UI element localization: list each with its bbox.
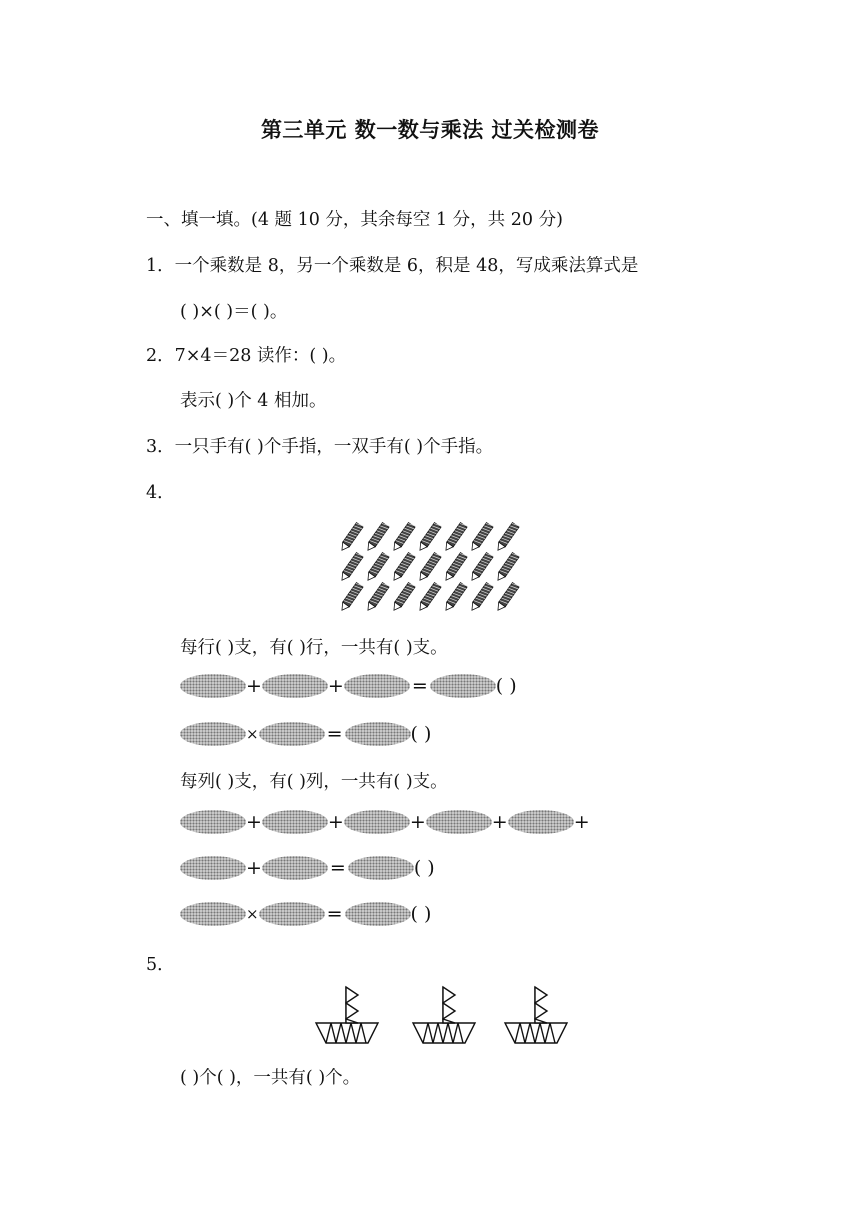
answer-blank-oval[interactable] bbox=[259, 722, 325, 746]
answer-blank-oval[interactable] bbox=[426, 810, 492, 834]
sailboats-picture bbox=[312, 985, 572, 1055]
answer-blank-oval[interactable] bbox=[508, 810, 574, 834]
times-sign: × bbox=[246, 905, 259, 923]
answer-blank-oval[interactable] bbox=[180, 674, 246, 698]
pencil-icon bbox=[495, 582, 520, 613]
answer-blank-oval[interactable] bbox=[344, 674, 410, 698]
pencil-icon bbox=[391, 582, 416, 613]
page-title: 第三单元 数一数与乘法 过关检测卷 bbox=[260, 118, 600, 142]
unit-paren[interactable]: ( ) bbox=[410, 723, 432, 745]
column-addition-equation-line2 bbox=[180, 856, 435, 880]
answer-blank-oval[interactable] bbox=[180, 902, 246, 926]
answer-blank-oval[interactable] bbox=[345, 902, 411, 926]
answer-blank-oval[interactable] bbox=[348, 856, 414, 880]
answer-blank-oval[interactable] bbox=[262, 810, 328, 834]
equals-sign: = bbox=[326, 723, 343, 745]
equals-sign: = bbox=[329, 857, 346, 879]
plus-sign: + bbox=[573, 811, 590, 833]
answer-blank-oval[interactable] bbox=[259, 902, 325, 926]
question-5-answer[interactable]: ( )个( )，一共有( )个。 bbox=[180, 1068, 361, 1088]
question-1-text: 1．一个乘数是 8，另一个乘数是 6，积是 48，写成乘法算式是 bbox=[146, 256, 639, 276]
plus-sign: + bbox=[246, 811, 262, 833]
answer-blank-oval[interactable] bbox=[180, 856, 246, 880]
pencil-icon bbox=[417, 522, 442, 553]
pencil-icon bbox=[495, 522, 520, 553]
sailboat-icon bbox=[413, 987, 475, 1043]
plus-sign: + bbox=[246, 857, 262, 879]
answer-blank-oval[interactable] bbox=[180, 722, 246, 746]
answer-blank-oval[interactable] bbox=[430, 674, 496, 698]
pencil-icon bbox=[443, 522, 468, 553]
unit-paren[interactable]: ( ) bbox=[410, 903, 432, 925]
pencil-icon bbox=[391, 552, 416, 583]
pencil-icon bbox=[365, 582, 390, 613]
plus-sign: + bbox=[327, 675, 344, 697]
row-addition-equation bbox=[180, 674, 517, 698]
question-5-number: 5． bbox=[146, 955, 175, 975]
plus-sign: + bbox=[327, 811, 344, 833]
question-3-text[interactable]: 3．一只手有( )个手指，一双手有( )个手指。 bbox=[146, 437, 494, 457]
pencil-icon bbox=[417, 552, 442, 583]
answer-blank-oval[interactable] bbox=[180, 810, 246, 834]
question-4-number: 4． bbox=[146, 483, 175, 503]
question-4-rows-text[interactable]: 每行( )支，有( )行，一共有( )支。 bbox=[180, 638, 448, 658]
question-2-meaning[interactable]: 表示( )个 4 相加。 bbox=[180, 391, 327, 411]
pencil-icon bbox=[417, 582, 442, 613]
equals-sign: = bbox=[411, 675, 428, 697]
plus-sign: + bbox=[246, 675, 262, 697]
pencil-icon bbox=[469, 582, 494, 613]
pencil-icon bbox=[339, 552, 364, 583]
row-multiplication-equation bbox=[180, 722, 431, 746]
pencil-icon bbox=[365, 552, 390, 583]
pencils-picture bbox=[340, 515, 540, 615]
section-heading: 一、填一填。(4 题 10 分，其余每空 1 分，共 20 分) bbox=[146, 210, 563, 230]
unit-paren[interactable]: ( ) bbox=[495, 675, 517, 697]
pencil-icon bbox=[339, 582, 364, 613]
sailboat-icon bbox=[316, 987, 378, 1043]
pencil-icon bbox=[339, 522, 364, 553]
pencil-icon bbox=[469, 552, 494, 583]
column-multiplication-equation bbox=[180, 902, 431, 926]
answer-blank-oval[interactable] bbox=[345, 722, 411, 746]
question-1-blanks[interactable]: ( )×( )＝( )。 bbox=[180, 302, 288, 322]
answer-blank-oval[interactable] bbox=[262, 674, 328, 698]
pencil-icon bbox=[443, 552, 468, 583]
plus-sign: + bbox=[491, 811, 508, 833]
pencil-icon bbox=[391, 522, 416, 553]
pencil-icon bbox=[365, 522, 390, 553]
sailboat-icon bbox=[505, 987, 567, 1043]
question-2-text[interactable]: 2．7×4＝28 读作：( )。 bbox=[146, 346, 347, 366]
answer-blank-oval[interactable] bbox=[344, 810, 410, 834]
column-addition-equation-line1 bbox=[180, 810, 590, 834]
question-4-cols-text[interactable]: 每列( )支，有( )列，一共有( )支。 bbox=[180, 772, 448, 792]
plus-sign: + bbox=[409, 811, 426, 833]
answer-blank-oval[interactable] bbox=[262, 856, 328, 880]
pencil-icon bbox=[495, 552, 520, 583]
pencil-icon bbox=[469, 522, 494, 553]
equals-sign: = bbox=[326, 903, 343, 925]
pencil-icon bbox=[443, 582, 468, 613]
times-sign: × bbox=[246, 725, 259, 743]
unit-paren[interactable]: ( ) bbox=[413, 857, 435, 879]
